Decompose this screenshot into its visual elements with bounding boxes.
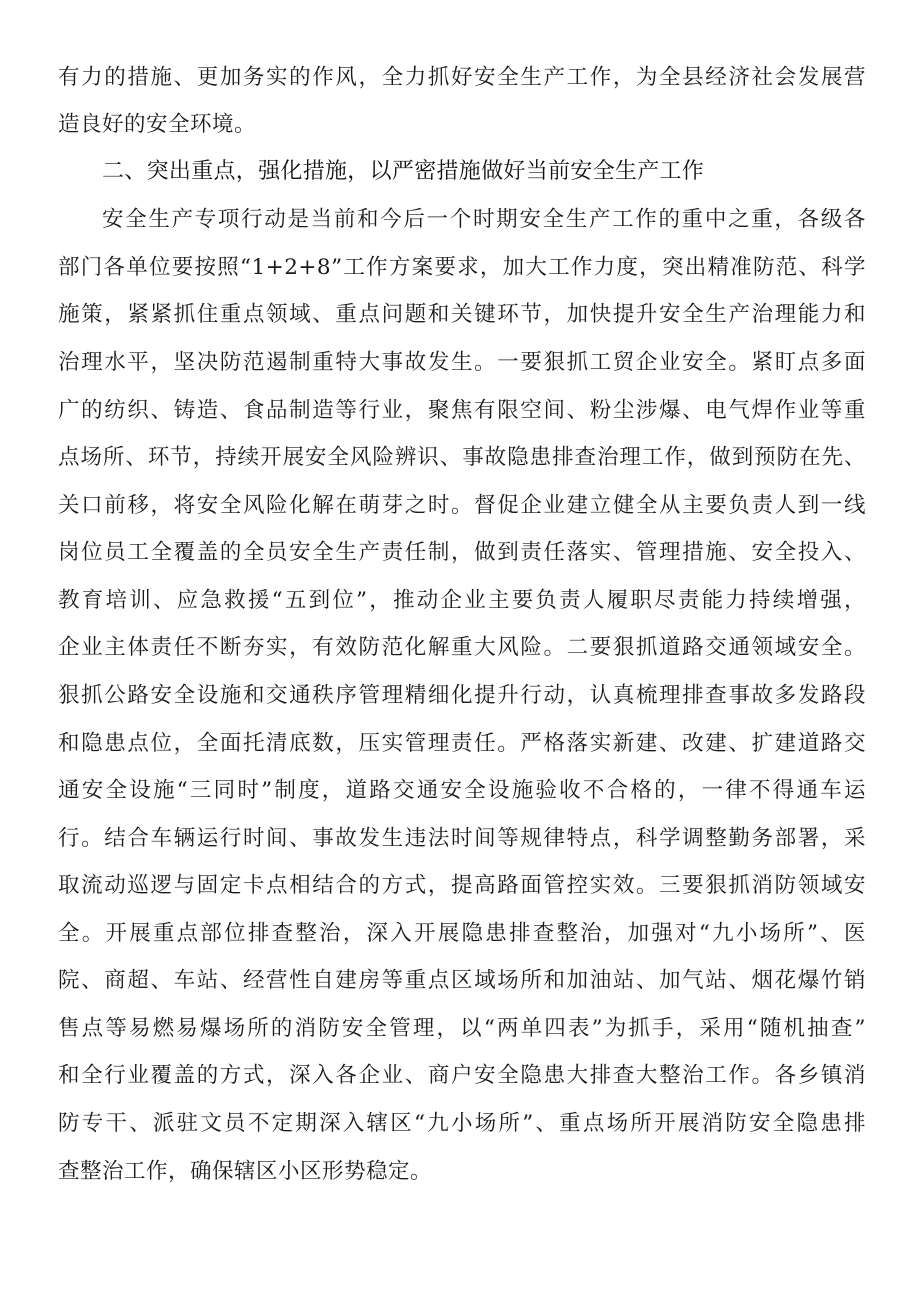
body-line-6: 点场所、环节，持续开展安全风险辨识、事故隐患排查治理工作，做到预防在先、: [58, 445, 866, 470]
section-heading: 二、突出重点，强化措施，以严密措施做好当前安全生产工作: [102, 159, 705, 184]
body-line-5: 广的纺织、铸造、食品制造等行业，聚焦有限空间、粉尘涉爆、电气焊作业等重: [58, 398, 866, 423]
body-line-17: 院、商超、车站、经营性自建房等重点区域场所和加油站、加气站、烟花爆竹销: [58, 968, 866, 993]
body-line-7: 关口前移，将安全风险化解在萌芽之时。督促企业建立健全从主要负责人到一线: [58, 493, 866, 518]
body-line-4: 治理水平，坚决防范遏制重特大事故发生。一要狠抓工贸企业安全。紧盯点多面: [58, 350, 866, 375]
intro-line-2: 造良好的安全环境。: [58, 112, 257, 137]
body-line-18: 售点等易燃易爆场所的消防安全管理，以“两单四表”为抓手，采用“随机抽查”: [58, 1016, 866, 1041]
body-line-10: 企业主体责任不断夯实，有效防范化解重大风险。二要狠抓道路交通领域安全。: [58, 635, 866, 660]
body-line-15: 取流动巡逻与固定卡点相结合的方式，提高路面管控实效。三要狠抓消防领域安: [58, 873, 866, 898]
body-line-8: 岗位员工全覆盖的全员安全生产责任制，做到责任落实、管理措施、安全投入、: [58, 540, 866, 565]
body-line-16: 全。开展重点部位排查整治，深入开展隐患排查整治，加强对“九小场所”、医: [58, 921, 866, 946]
body-line-11: 狠抓公路安全设施和交通秩序管理精细化提升行动，认真梳理排查事故多发路段: [58, 683, 866, 708]
body-line-21: 查整治工作，确保辖区小区形势稳定。: [58, 1159, 433, 1184]
body-line-12: 和隐患点位，全面托清底数，压实管理责任。严格落实新建、改建、扩建道路交: [58, 731, 866, 756]
body-line-13: 通安全设施“三同时”制度，道路交通安全设施验收不合格的，一律不得通车运: [58, 778, 866, 803]
body-line-3: 施策，紧紧抓住重点领域、重点问题和关键环节，加快提升安全生产治理能力和: [58, 302, 866, 327]
body-line-2: 部门各单位要按照“1+2+8”工作方案要求，加大工作力度，突出精准防范、科学: [58, 255, 866, 280]
intro-line-1: 有力的措施、更加务实的作风，全力抓好安全生产工作，为全县经济社会发展营: [58, 65, 866, 90]
body-line-14: 行。结合车辆运行时间、事故发生违法时间等规律特点，科学调整勤务部署，采: [58, 826, 866, 851]
body-line-1: 安全生产专项行动是当前和今后一个时期安全生产工作的重中之重，各级各: [102, 207, 866, 232]
body-line-9: 教育培训、应急救援“五到位”，推动企业主要负责人履职尽责能力持续增强，: [58, 588, 866, 613]
body-line-19: 和全行业覆盖的方式，深入各企业、商户安全隐患大排查大整治工作。各乡镇消: [58, 1063, 866, 1088]
body-line-20: 防专干、派驻文员不定期深入辖区“九小场所”、重点场所开展消防安全隐患排: [58, 1111, 866, 1136]
